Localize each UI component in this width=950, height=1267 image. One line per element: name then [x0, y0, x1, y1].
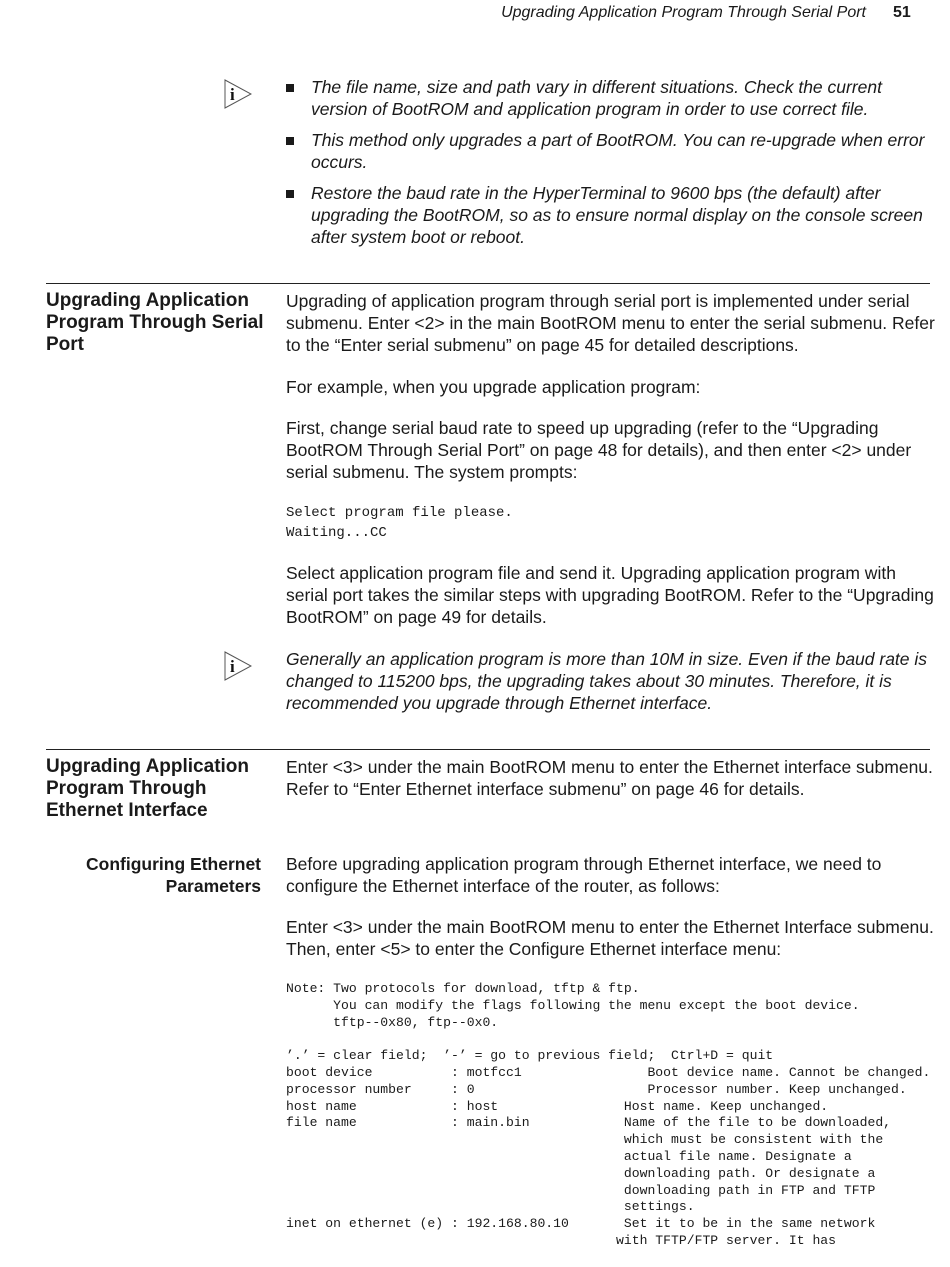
paragraph: For example, when you upgrade application program:: [286, 377, 701, 397]
info-icon: [224, 651, 252, 681]
note-bullet: The file name, size and path vary in different situations. Check the current version of BootROM and application program in order to use correct file.: [286, 76, 936, 120]
section-heading: Upgrading Application Program Through Serial Port: [46, 290, 264, 355]
subsection-heading: Configuring Ethernet Parameters: [86, 854, 261, 896]
paragraph: Before upgrading application program through Ethernet interface, we need to configure the Ethernet interface of the router, as follows:: [286, 854, 882, 896]
svg-text:i: i: [230, 85, 235, 104]
note-bullet: This method only upgrades a part of BootROM. You can re-upgrade when error occurs.: [286, 129, 936, 173]
section-divider: [46, 283, 930, 284]
paragraph: Enter <3> under the main BootROM menu to enter the Ethernet interface submenu. Refer to “Enter Ethernet interface submenu” on page 46 for details.: [286, 757, 933, 799]
bullet-square-icon: [286, 190, 294, 198]
paragraph: Enter <3> under the main BootROM menu to enter the Ethernet Interface submenu. Then, enter <5> to enter the Configure Ethernet interface menu:: [286, 917, 934, 959]
paragraph: Upgrading of application program through serial port is implemented under serial submenu. Enter <2> in the main BootROM menu to enter the serial submenu. Refer to the “Enter serial submenu” on page 45 for detailed descriptions.: [286, 291, 935, 355]
bullet-square-icon: [286, 84, 294, 92]
paragraph: Select application program file and send it. Upgrading application program with serial port takes the similar steps with upgrading BootROM. Refer to the “Upgrading BootROM” on page 49 for details.: [286, 563, 934, 627]
section-divider: [46, 749, 930, 750]
code-block: Note: Two protocols for download, tftp & ftp. You can modify the flags following the menu except the boot device. tftp--0x80, ftp--0x0. ’.’ = clear field; ’-’ = go to previous field; Ctrl+D = quit boot device : motfcc1 Boot device name. Cannot be changed. processor number : 0 Processor number. Keep unchanged. host name : host Host name. Keep unchanged. file name : main.bin Name of the file to be downloaded, which must be consistent with the actual file name. Designate a downloading path. Or designate a downloading path in FTP and TFTP settings. inet on ethernet (e) : 192.168.80.10 Set it to be in the same network with TFTP/FTP server. It has: [286, 981, 931, 1248]
paragraph: First, change serial baud rate to speed up upgrading (refer to the “Upgrading BootROM Through Serial Port” on page 48 for details), and then enter <2> under serial submenu. The system prompts:: [286, 418, 912, 482]
section-heading: Upgrading Application Program Through Ethernet Interface: [46, 756, 250, 821]
bullet-square-icon: [286, 137, 294, 145]
running-header-title: Upgrading Application Program Through Serial Port: [501, 4, 866, 21]
page-number: 51: [893, 4, 911, 21]
note-bullet: Restore the baud rate in the HyperTerminal to 9600 bps (the default) after upgrading the BootROM, so as to ensure normal display on the console screen after system boot or reboot.: [286, 182, 936, 248]
note-text: Generally an application program is more than 10M in size. Even if the baud rate is changed to 115200 bps, the upgrading takes about 30 minutes. Therefore, it is recommended you upgrade through Ethernet interface.: [286, 649, 928, 713]
note-bullet-list: [286, 76, 936, 257]
code-block: Select program file please. Waiting...CC: [286, 505, 513, 541]
svg-text:i: i: [230, 657, 235, 676]
info-icon: [224, 79, 252, 109]
